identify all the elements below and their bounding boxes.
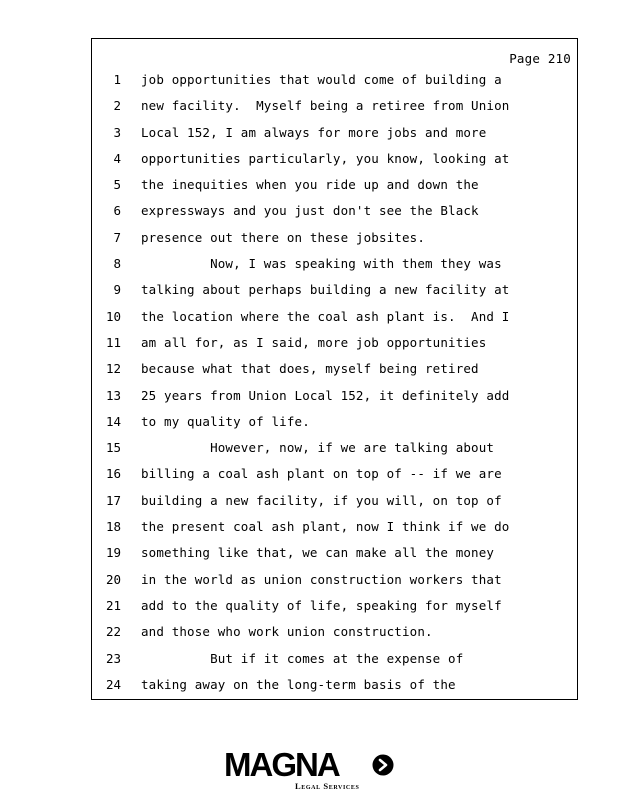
transcript-line	[92, 203, 577, 229]
transcript-line	[92, 125, 577, 151]
line-text: taking away on the long-term basis of the	[141, 676, 456, 692]
line-text: to my quality of life.	[141, 413, 310, 429]
line-text: Now, I was speaking with them they was	[141, 256, 502, 272]
line-number: 9	[113, 282, 121, 298]
line-number: 10	[105, 308, 121, 324]
line-text: expressways and you just don't see the Black	[141, 203, 479, 219]
transcript-line	[92, 151, 577, 177]
line-text: billing a coal ash plant on top of -- if we are	[141, 466, 502, 482]
line-text: However, now, if we are talking about	[141, 440, 495, 456]
transcript-line	[92, 545, 577, 571]
line-text: am all for, as I said, more job opportunities	[141, 334, 487, 350]
transcript-line	[92, 598, 577, 624]
line-text: Local 152, I am always for more jobs and more	[141, 124, 487, 140]
line-number: 2	[113, 98, 121, 114]
transcript-line	[92, 414, 577, 440]
line-number: 22	[105, 624, 121, 640]
transcript-line	[92, 624, 577, 650]
line-text: building a new facility, if you will, on top of	[141, 492, 502, 508]
line-number: 21	[105, 597, 121, 613]
transcript-line	[92, 388, 577, 414]
transcript-line	[92, 282, 577, 308]
logo-wordmark: MAGNA	[224, 746, 339, 783]
line-number: 13	[105, 387, 121, 403]
transcript-line	[92, 256, 577, 282]
page-number: Page 210	[509, 51, 571, 66]
line-text: new facility. Myself being a retiree from Union	[141, 98, 510, 114]
line-number: 12	[105, 361, 121, 377]
arrow-circle-icon	[372, 754, 394, 776]
line-number: 3	[113, 124, 121, 140]
transcript-page	[91, 38, 578, 700]
line-text: the inequities when you ride up and down the	[141, 177, 479, 193]
transcript-line	[92, 466, 577, 492]
line-number: 23	[105, 650, 121, 666]
transcript-line	[92, 309, 577, 335]
line-number: 5	[113, 177, 121, 193]
transcript-line	[92, 440, 577, 466]
transcript-line	[92, 98, 577, 124]
transcript-line	[92, 230, 577, 256]
line-number: 11	[105, 334, 121, 350]
line-text: talking about perhaps building a new facility at	[141, 282, 510, 298]
line-text: add to the quality of life, speaking for myself	[141, 597, 502, 613]
transcript-line	[92, 493, 577, 519]
line-number: 20	[105, 571, 121, 587]
line-text: opportunities particularly, you know, looking at	[141, 150, 510, 166]
magna-logo	[224, 748, 396, 792]
line-number: 24	[105, 676, 121, 692]
transcript-line	[92, 677, 577, 703]
transcript-line	[92, 651, 577, 677]
line-text: presence out there on these jobsites.	[141, 229, 425, 245]
transcript-line	[92, 361, 577, 387]
line-text: the present coal ash plant, now I think if we do	[141, 519, 510, 535]
line-text: 25 years from Union Local 152, it definitely add	[141, 387, 510, 403]
line-text: because what that does, myself being retired	[141, 361, 479, 377]
transcript-line	[92, 335, 577, 361]
transcript-line	[92, 519, 577, 545]
line-number: 17	[105, 492, 121, 508]
line-number: 16	[105, 466, 121, 482]
line-number: 8	[113, 256, 121, 272]
line-text: and those who work union construction.	[141, 624, 433, 640]
line-text: the location where the coal ash plant is. And I	[141, 308, 510, 324]
line-text: job opportunities that would come of building a	[141, 72, 502, 87]
line-number: 6	[113, 203, 121, 219]
logo-subtext: Legal Services	[295, 781, 360, 791]
line-number: 14	[105, 413, 121, 429]
transcript-line	[92, 72, 577, 98]
line-text: something like that, we can make all the money	[141, 545, 495, 561]
line-text: But if it comes at the expense of	[141, 650, 464, 666]
line-number: 18	[105, 519, 121, 535]
line-number: 4	[113, 150, 121, 166]
transcript-line	[92, 177, 577, 203]
transcript-line	[92, 572, 577, 598]
line-number: 7	[113, 229, 121, 245]
line-number: 19	[105, 545, 121, 561]
line-number: 1	[113, 72, 121, 87]
transcript-lines	[92, 72, 577, 703]
line-number: 15	[105, 440, 121, 456]
line-text: in the world as union construction workers that	[141, 571, 502, 587]
